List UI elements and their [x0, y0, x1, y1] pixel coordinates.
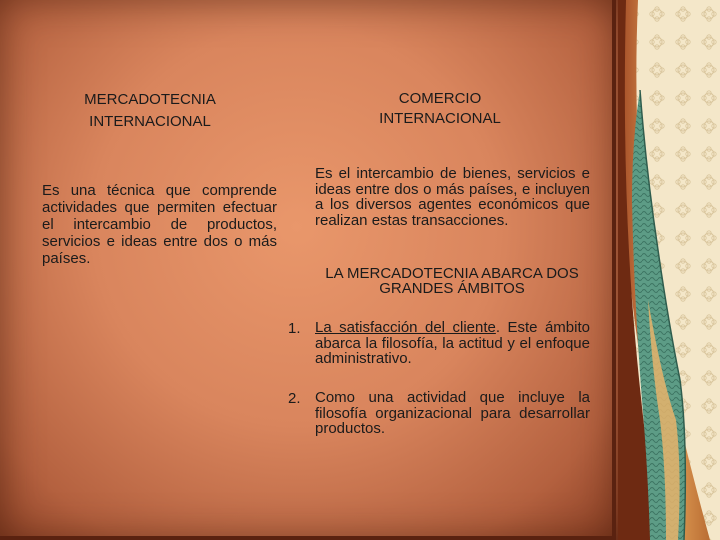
right-heading-line1: COMERCIO: [398, 90, 482, 107]
item-2-number: 2.: [288, 390, 301, 407]
left-heading-line1: MERCADOTECNIA: [84, 91, 216, 108]
right-subheading-line2: GRANDES ÁMBITOS: [379, 280, 525, 297]
right-heading: [350, 89, 530, 129]
left-heading: [60, 89, 240, 133]
item-1-number: 1.: [288, 320, 301, 337]
right-definition: Es el intercambio de bienes, servicios e ideas entre dos o más países, e incluyen a los diversos agentes económicos que realizan estas transacciones.: [315, 165, 590, 229]
right-heading-line2: INTERNACIONAL: [379, 110, 501, 127]
left-heading-line2: INTERNACIONAL: [89, 113, 211, 130]
decorative-border: [618, 0, 720, 540]
item-2-text: [315, 390, 590, 437]
left-definition: Es una técnica que comprende actividades que permiten efectuar el intercambio de productos, servicios e ideas entre dos o más países.: [42, 182, 277, 267]
item-1-underlined: La satisfacción del cliente: [315, 319, 496, 336]
right-subheading: [312, 266, 592, 296]
item-1-body: . Este ámbito abarca la filosofía, la actitud y el enfoque administrativo.: [315, 319, 590, 367]
item-2-body: Como una actividad que incluye la filosofía organizacional para desarrollar productos.: [315, 389, 590, 437]
item-1-text: [315, 320, 590, 367]
decorative-pattern-graphic: [618, 0, 720, 540]
right-subheading-line1: LA MERCADOTECNIA ABARCA DOS: [325, 265, 579, 282]
